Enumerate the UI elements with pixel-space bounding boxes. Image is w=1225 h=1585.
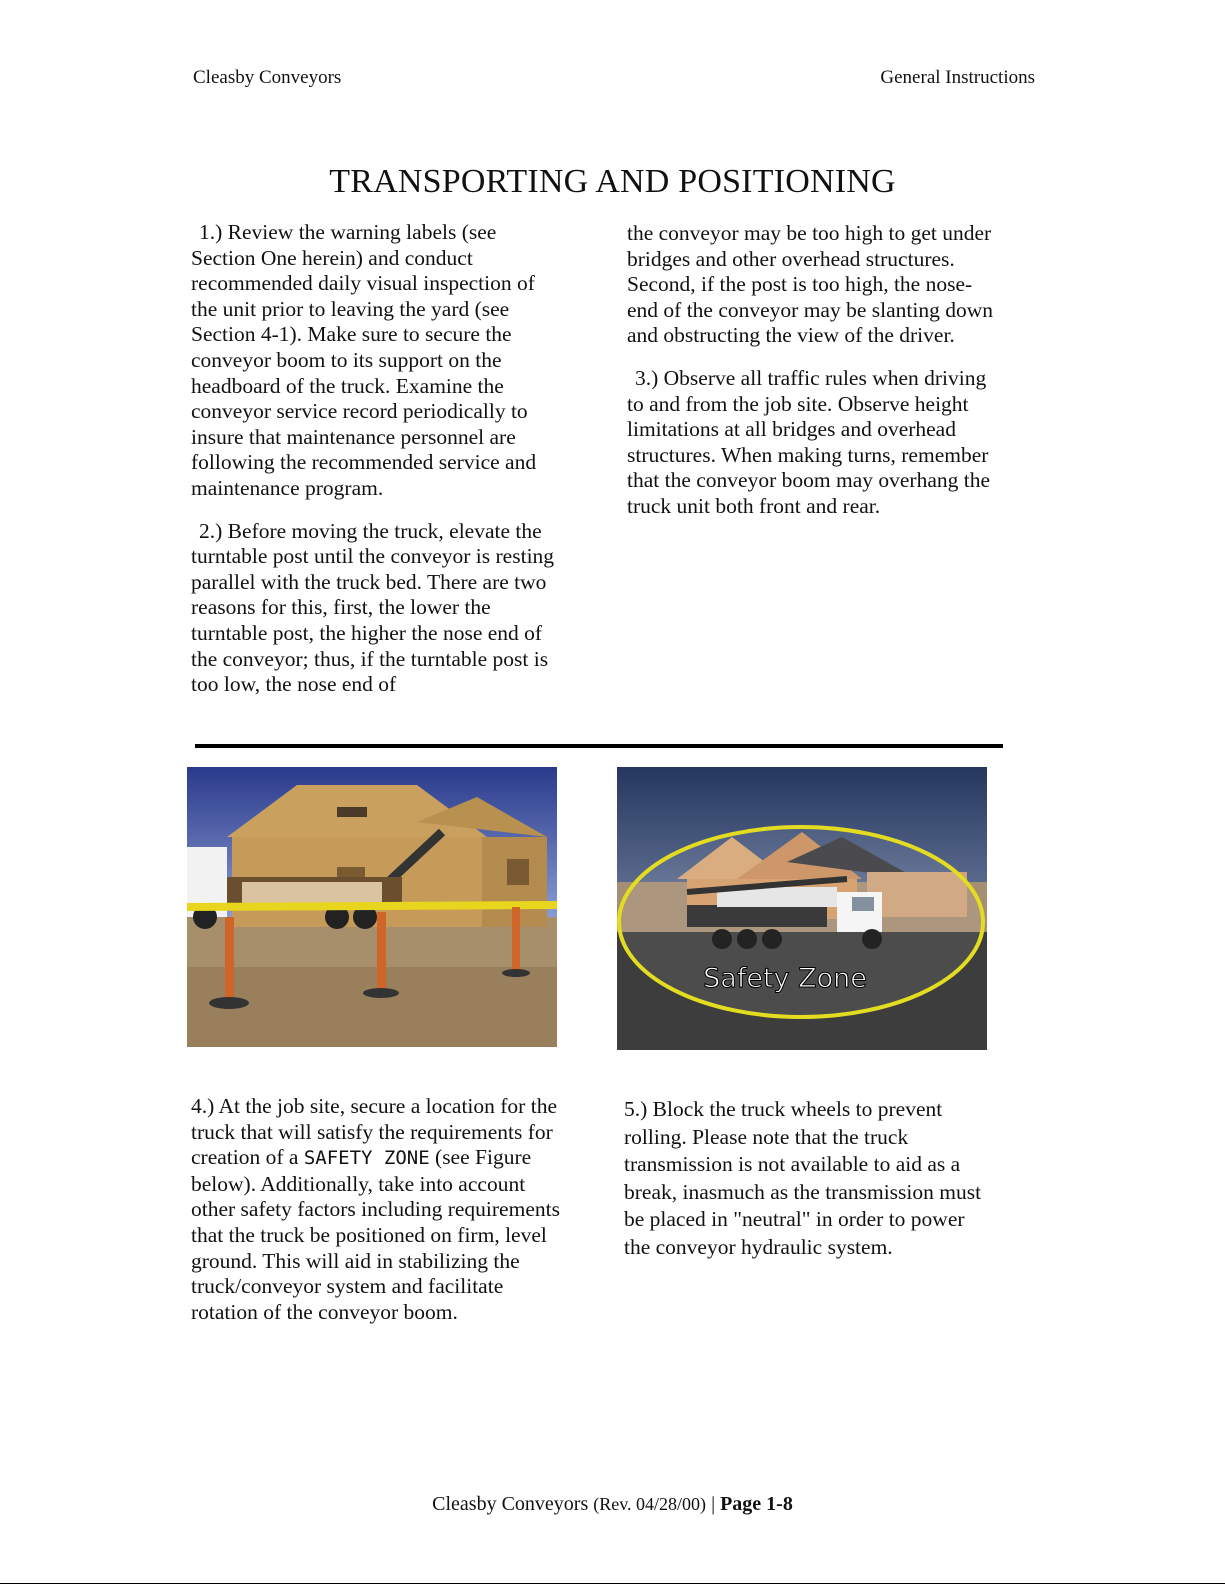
header-right: General Instructions bbox=[880, 67, 1035, 88]
footer-revision: (Rev. 04/28/00) bbox=[593, 1494, 707, 1514]
safety-zone-photo bbox=[617, 767, 987, 1050]
footer-company: Cleasby Conveyors bbox=[432, 1493, 589, 1515]
page-title: TRANSPORTING AND POSITIONING bbox=[329, 163, 896, 200]
column-left bbox=[191, 220, 561, 698]
safety-zone-label: Safety Zone bbox=[703, 963, 867, 994]
safety-zone-illustration bbox=[617, 767, 987, 1050]
paragraph-step-3: 3.) Observe all traffic rules when driving to and from the job site. Observe height limitations at all bridges and overhead structures. When making turns, remember that the conveyor boom may overhang the truck unit both front and rear. bbox=[627, 365, 991, 518]
page-footer bbox=[0, 1493, 1225, 1516]
paragraph-step-5: 5.) Block the truck wheels to prevent rolling. Please note that the truck transmission is not available to aid as a break, inasmuch as the transmission must be placed in "neutral" in order to power the conveyor hydraulic system. bbox=[624, 1097, 982, 1259]
safety-zone-term: SAFETY ZONE bbox=[303, 1147, 430, 1170]
paragraph-step-2: 2.) Before moving the truck, elevate the turntable post until the conveyor is resting parallel with the truck bed. There are two reasons for this, first, the lower the turntable post, the higher the nose end of the conveyor; thus, if the turntable post is too low, the nose end of bbox=[191, 518, 555, 697]
paragraph-continued: the conveyor may be too high to get under bridges and other overhead structures. Second, if the post is too high, the nose-end of the conveyor may be slanting down and obstructing the view of the driver. bbox=[627, 221, 994, 348]
step4-text-after: (see Figure below). Additionally, take into account other safety factors including requirements that the truck be positioned on firm, level ground. This will aid in stabilizing the truck/conveyor system and facilitate rotation of the conveyor boom. bbox=[191, 1145, 560, 1324]
header-left: Cleasby Conveyors bbox=[193, 67, 342, 88]
construction-site-illustration bbox=[187, 767, 557, 1047]
page-number: Page 1-8 bbox=[720, 1493, 793, 1515]
footer-separator: | bbox=[711, 1493, 716, 1515]
construction-site-photo bbox=[187, 767, 557, 1047]
paragraph-step-1: 1.) Review the warning labels (see Section One herein) and conduct recommended daily visual inspection of the unit prior to leaving the yard (see Section 4-1). Make sure to secure the conveyor boom to its support on the headboard of the truck. Examine the conveyor service record periodically to insure that maintenance personnel are following the recommended service and maintenance program. bbox=[191, 220, 537, 500]
section-divider bbox=[195, 744, 1003, 748]
step4-text-before: 4.) At the job site, secure a location for the truck that will satisfy the requirements for creation of a bbox=[191, 1094, 557, 1170]
column-right bbox=[627, 221, 999, 520]
page-bottom-border bbox=[0, 1583, 1225, 1584]
paragraph-step-4 bbox=[191, 1094, 563, 1325]
